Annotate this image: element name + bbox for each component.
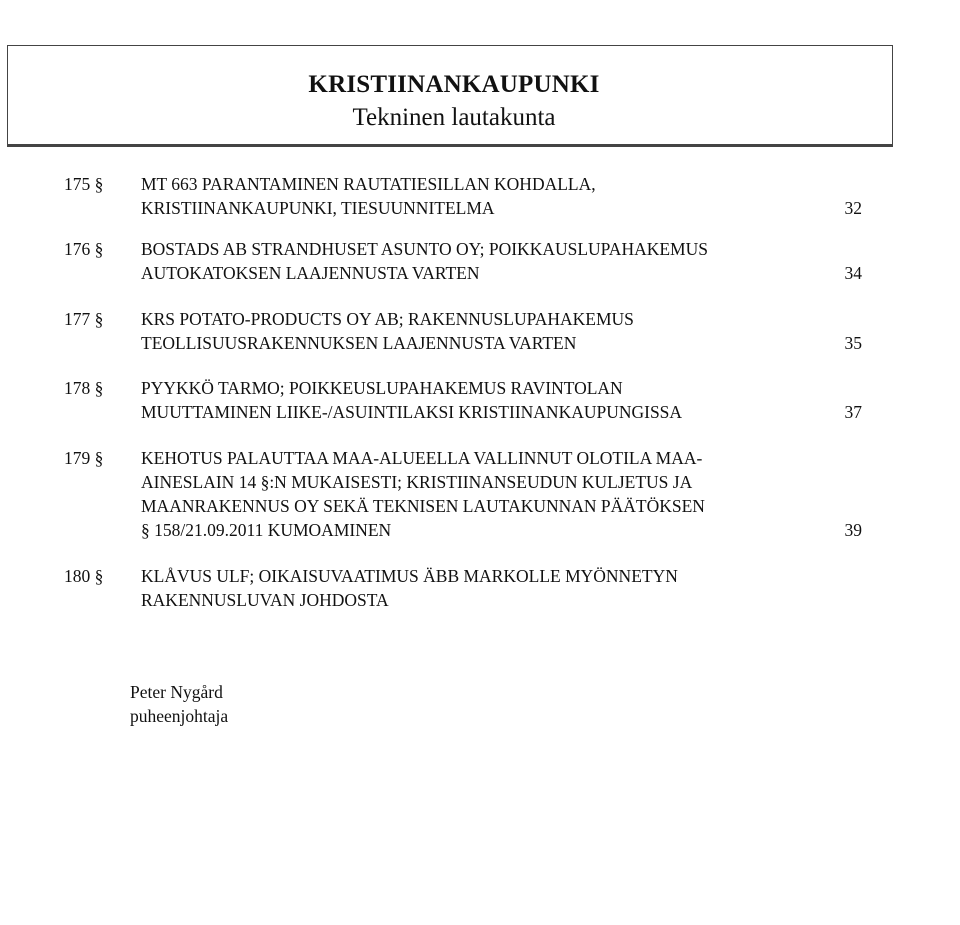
item-number: 175 §: [64, 174, 104, 194]
item-page-number: 34: [844, 263, 862, 283]
item-title-line: PYYKKÖ TARMO; POIKKEUSLUPAHAKEMUS RAVINTOLAN: [141, 378, 623, 398]
signature-block: [130, 680, 228, 728]
item-number: 177 §: [64, 309, 104, 329]
item-page-number: 35: [844, 333, 862, 353]
item-title: [141, 564, 831, 612]
item-number: 180 §: [64, 566, 104, 586]
item-title-line: KEHOTUS PALAUTTAA MAA-ALUEELLA VALLINNUT OLOTILA MAA-: [141, 448, 703, 468]
item-title: [141, 172, 831, 220]
organization-name: KRISTIINANKAUPUNKI: [308, 71, 600, 98]
item-title-line: TEOLLISUUSRAKENNUKSEN LAAJENNUSTA VARTEN: [141, 333, 577, 353]
item-title-line: MAANRAKENNUS OY SEKÄ TEKNISEN LAUTAKUNNAN PÄÄTÖKSEN: [141, 496, 705, 516]
header-box: [7, 45, 893, 147]
item-title-line: AUTOKATOKSEN LAAJENNUSTA VARTEN: [141, 263, 480, 283]
signatory-role: puheenjohtaja: [130, 706, 229, 726]
item-number: 176 §: [64, 239, 104, 259]
item-title-line: RAKENNUSLUVAN JOHDOSTA: [141, 590, 389, 610]
item-title-line: § 158/21.09.2011 KUMOAMINEN: [141, 520, 392, 540]
item-title-line: KLÅVUS ULF; OIKAISUVAATIMUS ÄBB MARKOLLE MYÖNNETYN: [141, 566, 678, 586]
signatory-name: Peter Nygård: [130, 682, 223, 702]
committee-name: Tekninen lautakunta: [352, 104, 556, 131]
item-title: [141, 237, 831, 285]
item-page-number: 37: [844, 402, 862, 422]
item-number: 179 §: [64, 448, 104, 468]
item-title: [141, 376, 831, 424]
item-title-line: MUUTTAMINEN LIIKE-/ASUINTILAKSI KRISTIINANKAUPUNGISSA: [141, 402, 683, 422]
item-title-line: BOSTADS AB STRANDHUSET ASUNTO OY; POIKKAUSLUPAHAKEMUS: [141, 239, 708, 259]
item-page-number: 39: [844, 520, 862, 540]
item-title: [141, 446, 831, 542]
item-number: 178 §: [64, 378, 104, 398]
item-title-line: AINESLAIN 14 §:N MUKAISESTI; KRISTIINANSEUDUN KULJETUS JA: [141, 472, 693, 492]
item-page-number: 32: [844, 198, 862, 218]
item-title-line: MT 663 PARANTAMINEN RAUTATIESILLAN KOHDALLA,: [141, 174, 596, 194]
item-title-line: KRISTIINANKAUPUNKI, TIESUUNNITELMA: [141, 198, 495, 218]
item-title-line: KRS POTATO-PRODUCTS OY AB; RAKENNUSLUPAHAKEMUS: [141, 309, 634, 329]
item-title: [141, 307, 831, 355]
